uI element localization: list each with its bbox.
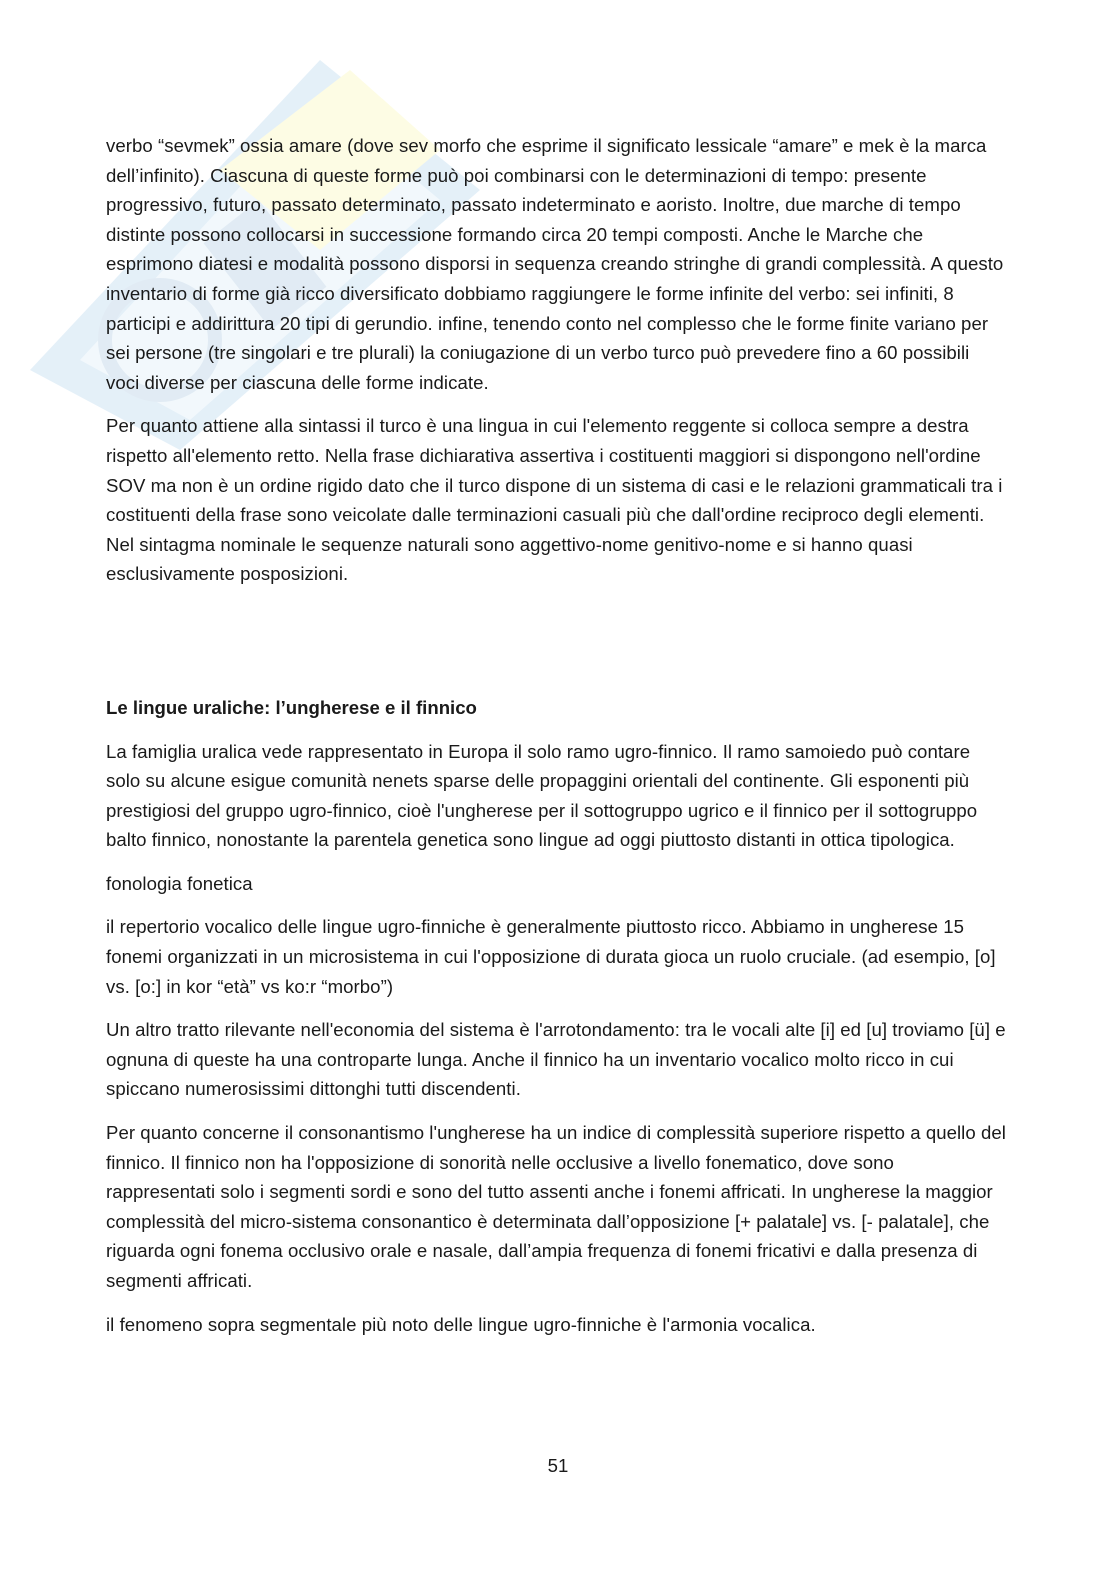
paragraph-vowel-harmony: il fenomeno sopra segmentale più noto delle lingue ugro-finniche è l'armonia vocalica. xyxy=(106,1313,816,1335)
page-body xyxy=(106,131,1006,1353)
section-heading: Le lingue uraliche: l’ungherese e il finnico xyxy=(106,696,477,718)
paragraph-syntax: Per quanto attiene alla sintassi il turco è una lingua in cui l'elemento reggente si colloca sempre a destra rispetto all'elemento retto. Nella frase dichiarativa assertiva i costituenti maggiori si dispongono nell'ordine SOV ma non è un ordine rigido dato che il turco dispone di un sistema di casi e le relazioni grammaticali tra i costituenti della frase sono veicolate dalle terminazioni casuali più che dall'ordine reciproco degli elementi. Nel sintagma nominale le sequenze naturali sono aggettivo-nome genitivo-nome e si hanno quasi esclusivamente posposizioni. xyxy=(106,415,1003,585)
page-number: 51 xyxy=(547,1455,569,1476)
paragraph-verb-forms: verbo “sevmek” ossia amare (dove sev morfo che esprime il significato lessicale “amare” e mek è la marca dell’infinito). Ciascuna di queste forme può poi combinarsi con le determinazioni di tempo: presente progressivo, futuro, passato determinato, passato indeterminato e aoristo. Inoltre, due marche di tempo distinte possono collocarsi in successione formando circa 20 tempi composti. Anche le Marche che esprimono diatesi e modalità possono disporsi in sequenza creando stringhe di grandi complessità. A questo inventario di forme già ricco diversificato dobbiamo raggiungere le forme infinite del verbo: sei infiniti, 8 participi e addirittura 20 tipi di gerundio. infine, tenendo conto nel complesso che le forme finite variano per sei persone (tre singolari e tre plurali) la coniugazione di un verbo turco può prevedere fino a 60 possibili voci diverse per ciascuna delle forme indicate. xyxy=(106,135,1004,393)
paragraph-rounding: Un altro tratto rilevante nell'economia del sistema è l'arrotondamento: tra le vocali alte [i] ed [u] troviamo [ü] e ognuna di queste ha una controparte lunga. Anche il finnico ha un inventario vocalico molto ricco in cui spiccano numerosissimi dittonghi tutti discendenti. xyxy=(106,1019,1006,1100)
paragraph-vowel-repertoire: il repertorio vocalico delle lingue ugro-finniche è generalmente piuttosto ricco. Abbiamo in ungherese 15 fonemi organizzati in un microsistema in cui l'opposizione di durata gioca un ruolo cruciale. (ad esempio, [o] vs. [o:] in kor “età” vs ko:r “morbo”) xyxy=(106,916,996,997)
section-gap xyxy=(106,603,1006,693)
paragraph-uralic-family: La famiglia uralica vede rappresentato in Europa il solo ramo ugro-finnico. Il ramo samoiedo può contare solo su alcune esigue comunità nenets sparse delle propaggini orientali del continente. Gli esponenti più prestigiosi del gruppo ugro-finnico, cioè l'ungherese per il sottogruppo ugrico e il finnico per il sottogruppo balto finnico, nonostante la parentela genetica sono lingue ad oggi piuttosto distanti in ottica tipologica. xyxy=(106,740,978,851)
paragraph-consonants: Per quanto concerne il consonantismo l'ungherese ha un indice di complessità superiore rispetto a quello del finnico. Il finnico non ha l'opposizione di sonorità nelle occlusive a livello fonematico, dove sono rappresentati solo i segmenti sordi e sono del tutto assenti anche i fonemi affricati. In ungherese la maggior complessità del micro-sistema consonantico è determinata dall’opposizione [+ palatale] vs. [- palatale], che riguarda ogni fonema occlusivo orale e nasale, dall’ampia frequenza di fonemi fricativi e dalla presenza di segmenti affricati. xyxy=(106,1122,1006,1291)
subheading-phonology: fonologia fonetica xyxy=(106,872,253,894)
